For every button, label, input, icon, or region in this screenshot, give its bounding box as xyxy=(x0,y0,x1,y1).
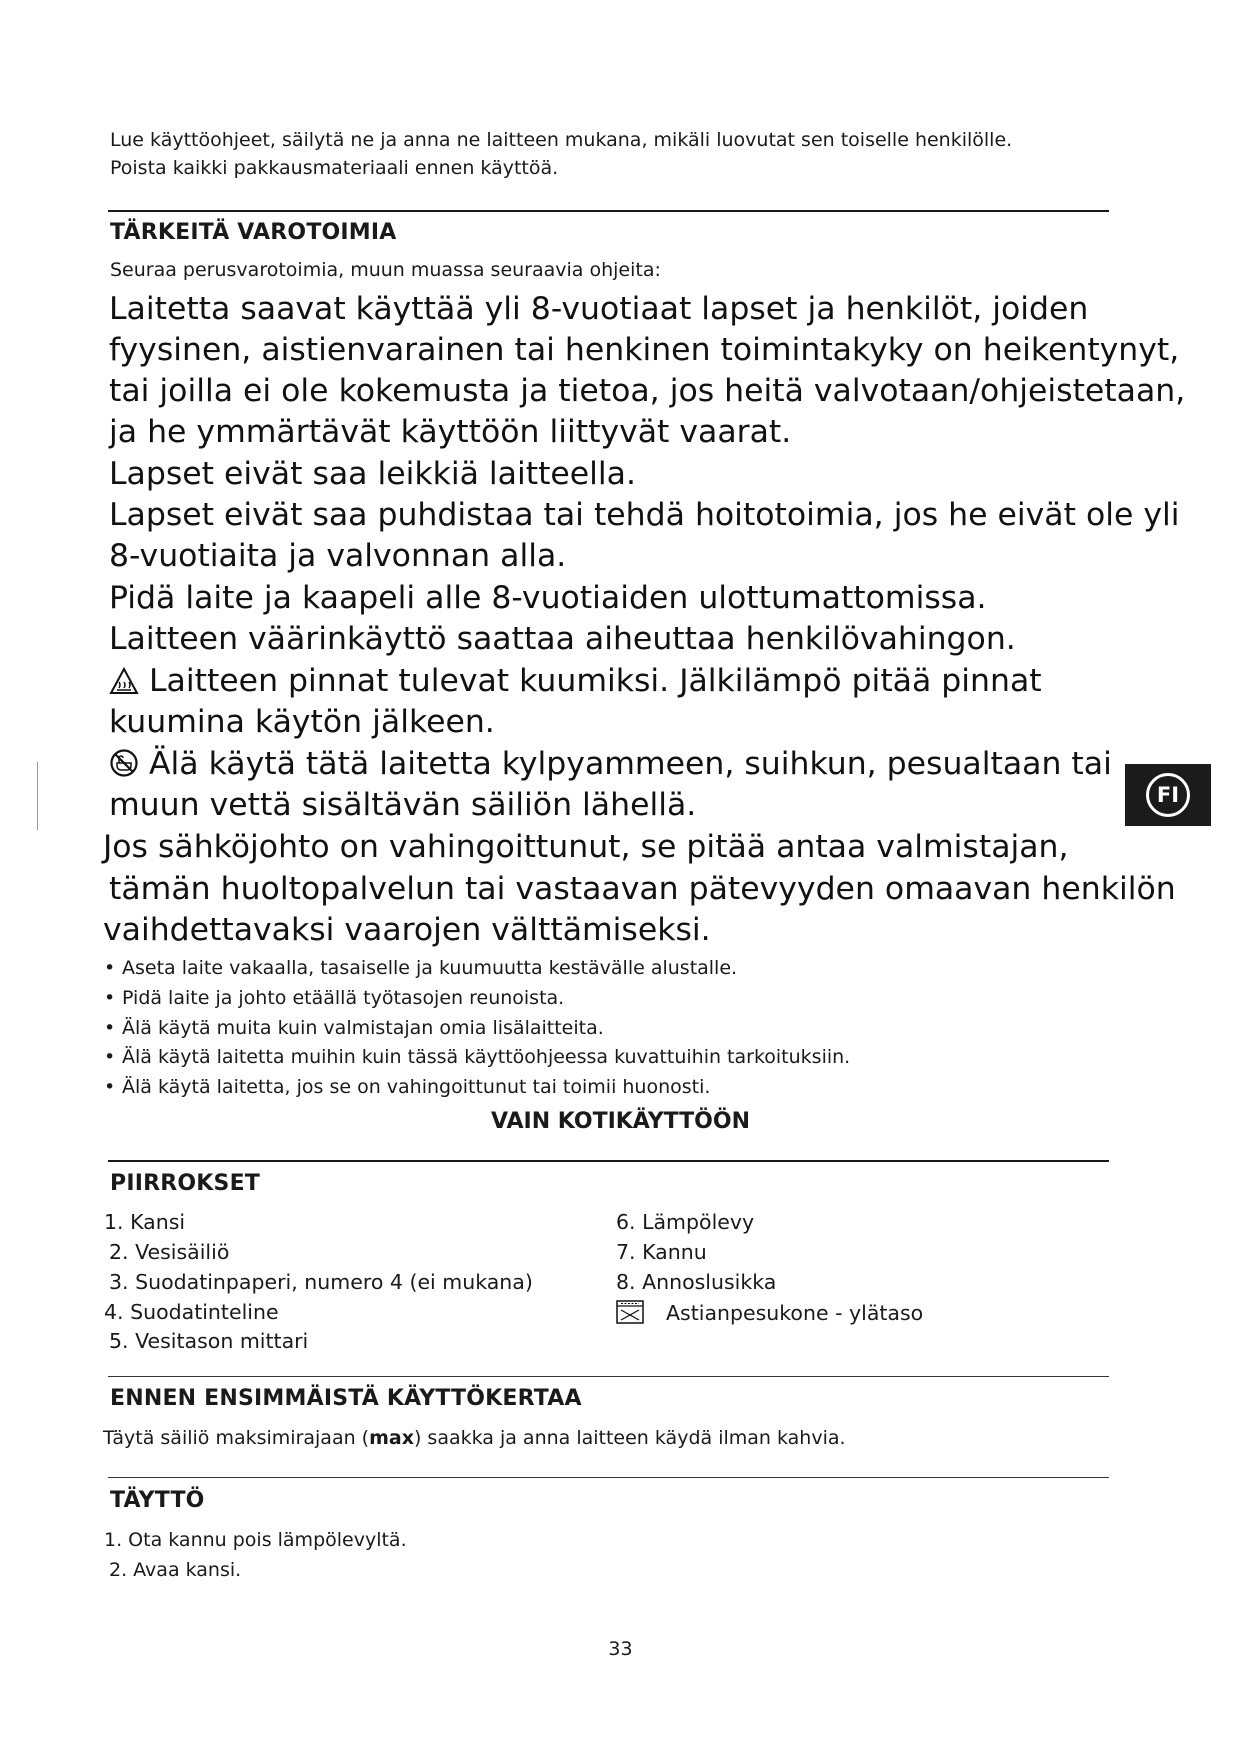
warning-line: Lapset eivät saa puhdistaa tai tehdä hoitotoimia, jos he eivät ole yli xyxy=(109,497,1180,533)
list-item: 8. Annoslusikka xyxy=(616,1270,777,1294)
intro-line-2: Poista kaikki pakkausmateriaali ennen käyttöä. xyxy=(110,157,559,179)
dishwasher-icon xyxy=(616,1300,644,1329)
page-number: 33 xyxy=(608,1638,633,1660)
section-divider xyxy=(108,210,1109,212)
list-item: • Älä käytä muita kuin valmistajan omia lisälaitteita. xyxy=(104,1017,604,1039)
no-bath-icon xyxy=(109,748,139,786)
warning-line: 8-vuotiaita ja valvonnan alla. xyxy=(109,538,567,574)
language-badge: FI xyxy=(1146,773,1190,817)
hot-surface-warning xyxy=(109,663,1042,703)
warning-line: Älä käytä tätä laitetta kylpyammeen, suihkun, pesualtaan tai xyxy=(149,746,1112,782)
list-item: 1. Ota kannu pois lämpölevyltä. xyxy=(104,1529,407,1551)
list-item: • Pidä laite ja johto etäällä työtasojen reunoista. xyxy=(104,987,565,1009)
section-divider xyxy=(108,1376,1109,1377)
first-use-heading: ENNEN ENSIMMÄISTÄ KÄYTTÖKERTAA xyxy=(110,1386,582,1411)
list-item: 5. Vesitason mittari xyxy=(109,1329,309,1353)
warning-line: Pidä laite ja kaapeli alle 8-vuotiaiden ulottumattomissa. xyxy=(109,580,987,616)
safety-subtitle: Seuraa perusvarotoimia, muun muassa seuraavia ohjeita: xyxy=(110,259,661,281)
intro-line-1: Lue käyttöohjeet, säilytä ne ja anna ne laitteen mukana, mikäli luovutat sen toiselle henkilölle. xyxy=(110,129,1013,151)
list-item: 6. Lämpölevy xyxy=(616,1210,755,1234)
list-item: 4. Suodatinteline xyxy=(104,1300,279,1324)
list-item: 1. Kansi xyxy=(104,1210,186,1234)
first-use-text: Täytä säiliö maksimirajaan (max) saakka ja anna laitteen käydä ilman kahvia. xyxy=(103,1427,846,1449)
household-only-heading: VAIN KOTIKÄYTTÖÖN xyxy=(490,1109,750,1134)
list-item: • Aseta laite vakaalla, tasaiselle ja kuumuutta kestävälle alustalle. xyxy=(104,957,738,979)
hot-surface-icon xyxy=(109,667,139,703)
warning-line: tai joilla ei ole kokemusta ja tietoa, jos heitä valvotaan/ohjeistetaan, xyxy=(109,373,1186,409)
warning-line: Jos sähköjohto on vahingoittunut, se pitää antaa valmistajan, xyxy=(103,829,1069,865)
list-item: 7. Kannu xyxy=(616,1240,707,1264)
warning-line: ja he ymmärtävät käyttöön liittyvät vaarat. xyxy=(109,414,792,450)
warning-line: muun vettä sisältävän säiliön lähellä. xyxy=(109,787,697,823)
section-divider xyxy=(108,1160,1109,1162)
list-item: 2. Avaa kansi. xyxy=(109,1559,242,1581)
warning-line: vaihdettavaksi vaarojen välttämiseksi. xyxy=(103,912,711,948)
warning-line: Lapset eivät saa leikkiä laitteella. xyxy=(109,456,636,492)
dishwasher-item xyxy=(616,1300,923,1329)
warning-line: fyysinen, aistienvarainen tai henkinen toimintakyky on heikentynyt, xyxy=(109,332,1180,368)
warning-line: Laitetta saavat käyttää yli 8-vuotiaat lapset ja henkilöt, joiden xyxy=(109,291,1089,327)
filling-heading: TÄYTTÖ xyxy=(110,1488,205,1513)
warning-line: Laitteen väärinkäyttö saattaa aiheuttaa henkilövahingon. xyxy=(109,621,1016,657)
list-item: • Älä käytä laitetta muihin kuin tässä käyttöohjeessa kuvattuihin tarkoituksiin. xyxy=(104,1046,851,1068)
list-item: 3. Suodatinpaperi, numero 4 (ei mukana) xyxy=(109,1270,533,1294)
margin-mark xyxy=(37,762,38,830)
warning-line: kuumina käytön jälkeen. xyxy=(109,704,495,740)
warning-line: Laitteen pinnat tulevat kuumiksi. Jälkilämpö pitää pinnat xyxy=(149,663,1042,699)
no-water-warning xyxy=(109,746,1112,786)
language-tab xyxy=(1125,764,1211,826)
dishwasher-label: Astianpesukone - ylätaso xyxy=(666,1301,924,1325)
warning-line: tämän huoltopalvelun tai vastaavan pätevyyden omaavan henkilön xyxy=(109,871,1176,907)
safety-heading: TÄRKEITÄ VAROTOIMIA xyxy=(110,220,397,245)
drawings-heading: PIIRROKSET xyxy=(110,1171,261,1196)
section-divider xyxy=(108,1477,1109,1478)
list-item: 2. Vesisäiliö xyxy=(109,1240,230,1264)
list-item: • Älä käytä laitetta, jos se on vahingoittunut tai toimii huonosti. xyxy=(104,1076,711,1098)
